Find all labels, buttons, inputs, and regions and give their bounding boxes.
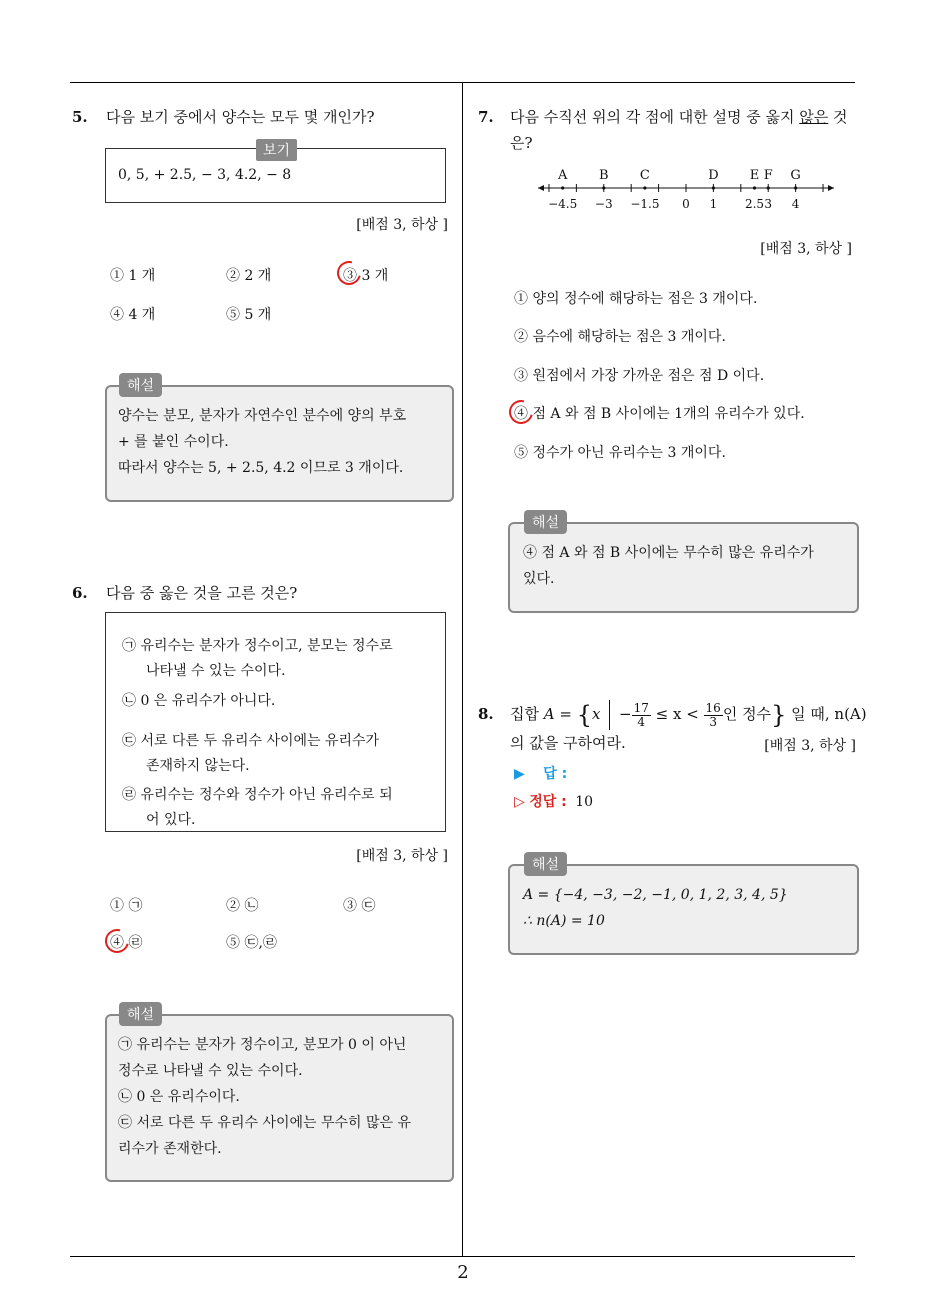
q7-number-line bbox=[530, 166, 850, 216]
q6-choice-5[interactable]: ⑤ ㉢,㉣ bbox=[226, 935, 277, 951]
bottom-rule bbox=[70, 1256, 855, 1257]
q8-fraction-16-3: $\frac{16}{3}$ bbox=[705, 700, 721, 729]
number-line-tick-label: 1 bbox=[709, 197, 718, 211]
q8-score: [배점 3, 하상 ] bbox=[764, 738, 856, 754]
q7-explanation-label: 해설 bbox=[524, 510, 567, 534]
q8-correct-row bbox=[514, 791, 593, 811]
q5-score: [배점 3, 하상 ] bbox=[356, 217, 448, 233]
q6-explanation-label: 해설 bbox=[119, 1002, 162, 1026]
number-line-tick-label: −4.5 bbox=[548, 197, 578, 211]
q8-explanation-text: A = {−4, −3, −2, −1, 0, 1, 2, 3, 4, 5} ∴ n(A) = 10 bbox=[523, 887, 788, 929]
q8-fraction-17-4: $\frac{17}{4}$ bbox=[633, 700, 649, 729]
number-line-point-a bbox=[561, 186, 564, 189]
q5-bogi-label: 보기 bbox=[256, 139, 297, 161]
number-line-point-label: B bbox=[598, 168, 609, 183]
q6-bogi-item-2: ㉡ 0 은 유리수가 아니다. bbox=[122, 693, 276, 709]
q6-bogi-item-1: ㉠ 유리수는 분자가 정수이고, 분모는 정수로 나타낼 수 있는 수이다. bbox=[122, 638, 393, 679]
page-number: 2 bbox=[457, 1262, 469, 1283]
number-line-point-c bbox=[643, 186, 646, 189]
number-line-point-e bbox=[753, 186, 756, 189]
q8-text: 집합 A = {x − $\frac{17}{4}$ ≤ x < $\frac{16}{3}$ 인 정수} 일 때, n(A) bbox=[510, 700, 867, 729]
q6-choice-2[interactable]: ② ㉡ bbox=[226, 898, 259, 914]
q7-choice-1[interactable]: ① 양의 정수에 해당하는 점은 3 개이다. bbox=[514, 291, 758, 307]
q6-text: 다음 중 옳은 것을 고른 것은? bbox=[106, 584, 298, 602]
number-line-tick-label: −3 bbox=[594, 197, 613, 211]
q7-score: [배점 3, 하상 ] bbox=[760, 241, 852, 257]
q8-explanation-label: 해설 bbox=[524, 852, 567, 876]
q5-explanation-label: 해설 bbox=[119, 373, 162, 397]
q8-answer-row bbox=[514, 763, 567, 783]
q5-explanation-text: 양수는 분모, 분자가 자연수인 분수에 양의 부호 + 를 붙인 수이다. 따라서 양수는 5, + 2.5, 4.2 이므로 3 개이다. bbox=[118, 408, 407, 476]
q8-correct-value: 10 bbox=[575, 794, 594, 810]
number-line-point-label: F bbox=[763, 168, 773, 183]
arrow-left-icon bbox=[538, 185, 544, 191]
arrow-right-icon bbox=[828, 185, 834, 191]
column-divider bbox=[462, 82, 463, 1257]
q8-correct-label: 정답 : bbox=[529, 794, 567, 810]
q7-number: 7. bbox=[478, 108, 494, 126]
q7-text: 다음 수직선 위의 각 점에 대한 설명 중 옳지 않은 것 은? bbox=[510, 108, 848, 152]
q7-selected-mark-icon bbox=[505, 396, 538, 429]
number-line-point-g bbox=[794, 186, 797, 189]
q5-choice-4[interactable]: ④ 4 개 bbox=[110, 307, 156, 323]
number-line-tick-label: 0 bbox=[682, 197, 690, 211]
q8-text-line2: 의 값을 구하여라. bbox=[510, 734, 626, 752]
number-line-tick-label: 3 bbox=[764, 197, 773, 211]
q5-choice-3[interactable]: ③ 3 개 bbox=[343, 268, 389, 284]
q6-bogi-item-4: ㉣ 유리수는 정수와 정수가 아닌 유리수로 되 어 있다. bbox=[122, 787, 393, 828]
q6-choice-3[interactable]: ③ ㉢ bbox=[343, 898, 376, 914]
q6-number: 6. bbox=[72, 584, 88, 602]
number-line-point-label: D bbox=[708, 168, 719, 183]
q8-number: 8. bbox=[478, 705, 494, 723]
number-line-point-label: C bbox=[639, 168, 650, 183]
q5-choice-2[interactable]: ② 2 개 bbox=[226, 268, 272, 284]
q7-choice-5[interactable]: ⑤ 정수가 아닌 유리수는 3 개이다. bbox=[514, 445, 726, 461]
number-line-point-label: A bbox=[557, 168, 568, 183]
q6-choice-1[interactable]: ① ㉠ bbox=[110, 898, 143, 914]
q5-choice-5[interactable]: ⑤ 5 개 bbox=[226, 307, 272, 323]
number-line-point-b bbox=[602, 186, 605, 189]
q6-explanation-text: ㉠ 유리수는 분자가 정수이고, 분모가 0 이 아닌 정수로 나타낼 수 있는 수이다. ㉡ 0 은 유리수이다. ㉢ 서로 다른 두 유리수 사이에는 무수히 많은 유 리수가 존재한다. bbox=[118, 1037, 412, 1157]
q6-score: [배점 3, 하상 ] bbox=[356, 848, 448, 864]
q8-answer-label: 답 : bbox=[543, 766, 568, 782]
number-line-point-label: G bbox=[790, 168, 801, 183]
q7-choice-2[interactable]: ② 음수에 해당하는 점은 3 개이다. bbox=[514, 329, 726, 345]
number-line-point-label: E bbox=[749, 168, 760, 183]
number-line-tick-label: −1.5 bbox=[630, 197, 660, 211]
q6-bogi-item-3: ㉢ 서로 다른 두 유리수 사이에는 유리수가 존재하지 않는다. bbox=[122, 733, 380, 774]
q7-explanation-text: ④ 점 A 와 점 B 사이에는 무수히 많은 유리수가 있다. bbox=[523, 545, 814, 587]
play-arrow-outline-icon: ▷ bbox=[514, 794, 525, 810]
q7-choice-4[interactable]: ④ 점 A 와 점 B 사이에는 1개의 유리수가 있다. bbox=[514, 406, 805, 422]
q6-selected-mark-icon bbox=[101, 925, 134, 958]
number-line-tick-label: 2.5 bbox=[744, 197, 765, 211]
number-line-point-f bbox=[767, 186, 770, 189]
play-arrow-icon: ▶ bbox=[514, 766, 525, 782]
q5-choice-1[interactable]: ① 1 개 bbox=[110, 268, 156, 284]
q6-choice-4[interactable]: ④ ㉣ bbox=[110, 935, 143, 951]
number-line-tick-label: 4 bbox=[791, 197, 800, 211]
q7-choice-3[interactable]: ③ 원점에서 가장 가까운 점은 점 D 이다. bbox=[514, 368, 765, 384]
q5-number: 5. bbox=[72, 108, 88, 126]
q5-bogi-content: 0, 5, + 2.5, − 3, 4.2, − 8 bbox=[118, 167, 292, 183]
number-line-point-d bbox=[712, 186, 715, 189]
q5-text: 다음 보기 중에서 양수는 모두 몇 개인가? bbox=[106, 108, 375, 126]
